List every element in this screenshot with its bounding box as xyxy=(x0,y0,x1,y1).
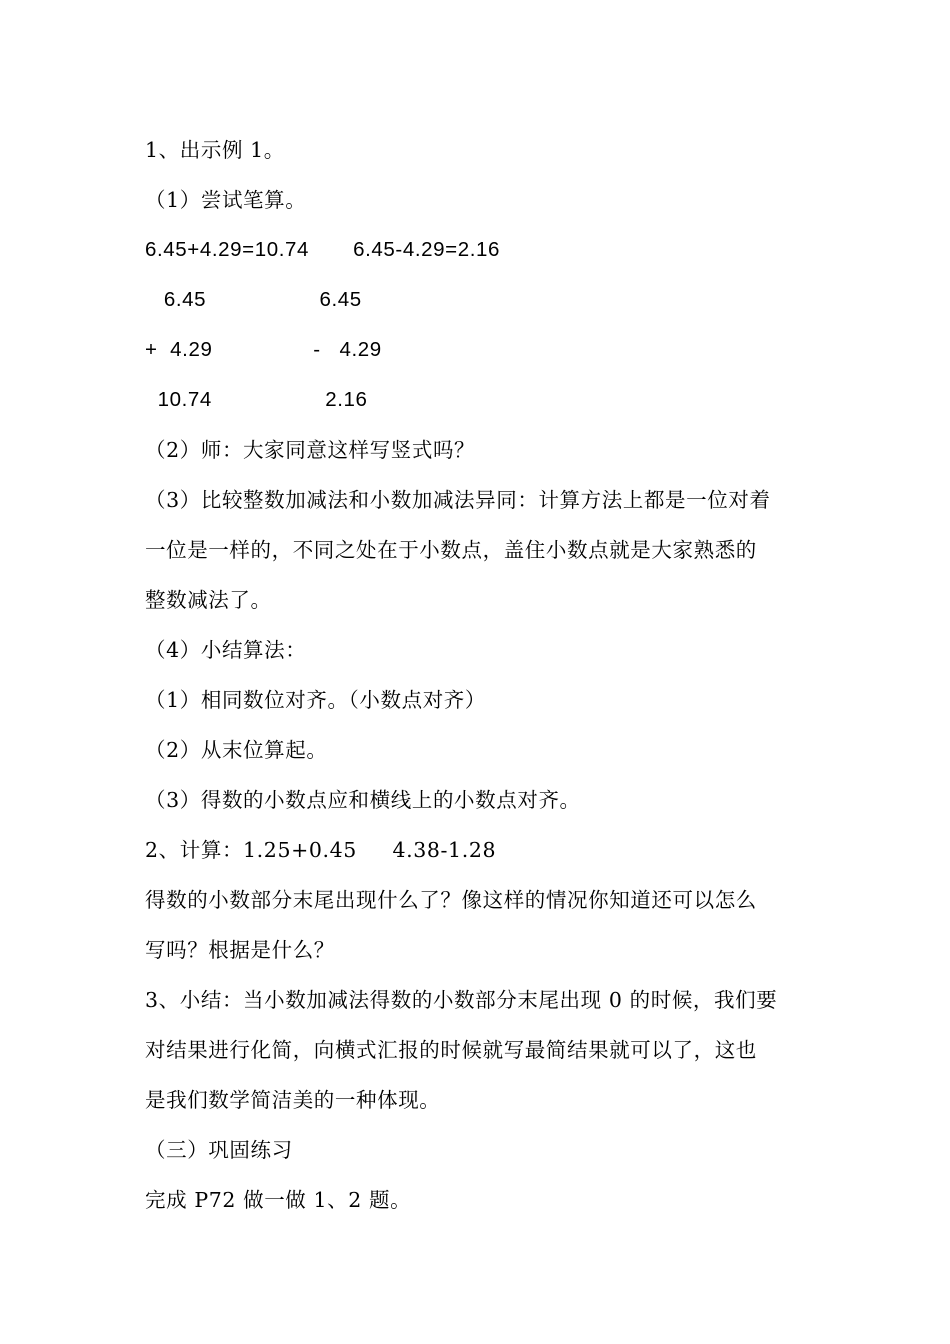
summary-line-1: 3、小结：当小数加减法得数的小数部分末尾出现 0 的时候，我们要 xyxy=(145,988,778,1012)
try-written-calc: （1）尝试笔算。 xyxy=(145,188,307,212)
example-heading: 1、出示例 1。 xyxy=(145,138,285,162)
compare-paragraph-line-1: （3）比较整数加减法和小数加减法异同：计算方法上都是一位对着 xyxy=(145,488,771,512)
summary-line-2: 对结果进行化简，向横式汇报的时候就写最简结果就可以了，这也 xyxy=(145,1038,757,1062)
compare-paragraph-line-3: 整数减法了。 xyxy=(145,588,272,612)
horizontal-equations: 6.45+4.29=10.74 6.45-4.29=2.16 xyxy=(145,238,501,261)
question-line-2: 写吗？根据是什么？ xyxy=(145,938,335,962)
vertical-calc-row-1: 6.45 6.45 xyxy=(145,288,362,311)
vertical-calc-result: 10.74 2.16 xyxy=(145,388,368,411)
rule-1: （1）相同数位对齐。（小数点对齐） xyxy=(145,688,486,712)
compare-paragraph-line-2: 一位是一样的，不同之处在于小数点，盖住小数点就是大家熟悉的 xyxy=(145,538,757,562)
practice-task: 完成 P72 做一做 1、2 题。 xyxy=(145,1188,412,1212)
vertical-calc-row-2: + 4.29 - 4.29 xyxy=(145,338,382,361)
teacher-question: （2）师：大家同意这样写竖式吗？ xyxy=(145,438,476,462)
summary-line-3: 是我们数学简洁美的一种体现。 xyxy=(145,1088,441,1112)
calculation-exercise: 2、计算：1.25+0.45 4.38-1.28 xyxy=(145,838,497,862)
rule-3: （3）得数的小数点应和横线上的小数点对齐。 xyxy=(145,788,581,812)
summary-method-heading: （4）小结算法： xyxy=(145,638,307,662)
rule-2: （2）从末位算起。 xyxy=(145,738,328,762)
practice-heading: （三）巩固练习 xyxy=(145,1138,293,1162)
question-line-1: 得数的小数部分末尾出现什么了？像这样的情况你知道还可以怎么 xyxy=(145,888,757,912)
